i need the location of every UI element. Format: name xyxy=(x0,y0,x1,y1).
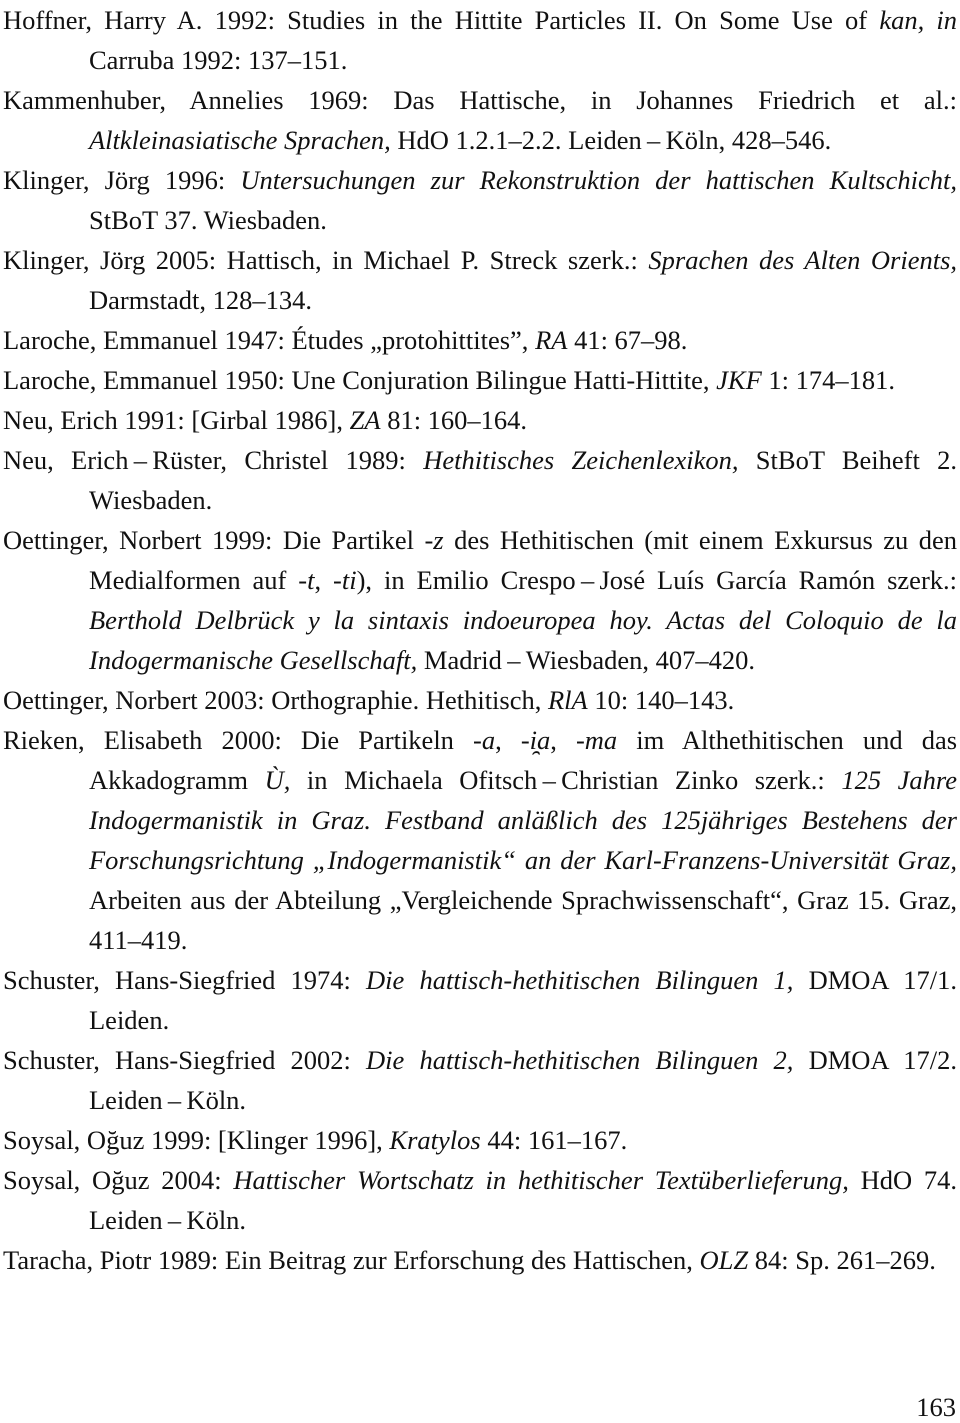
entry-text: Schuster, Hans-Siegfried 2002: xyxy=(3,1045,367,1075)
entry-text: HdO 74. Leiden – Köln. xyxy=(89,1165,958,1235)
entry-text: 1: 174–181. xyxy=(761,365,896,395)
entry-title-italic: -ti xyxy=(333,565,357,595)
entry-title-italic: kan, in xyxy=(879,5,958,35)
entry-text: 81: 160–164. xyxy=(380,405,528,435)
entry-text: Schuster, Hans-Siegfried 1974: xyxy=(3,965,367,995)
entry-title-italic: Die hattisch-hethitischen Bilinguen 2, xyxy=(366,1045,794,1075)
entry-title-italic: 125 Jahre Indogermanistik in Graz. Festband anläßlich des 125jähriges Bestehens der Forschungsrichtung „Indogermanistik“ an der Karl-Franzens-Universität Graz, xyxy=(89,765,958,875)
bibliography-entry xyxy=(3,520,957,680)
entry-text: , xyxy=(495,725,521,755)
entry-text: Soysal, Oğuz 1999: [Klinger 1996], xyxy=(3,1125,390,1155)
entry-title-italic: Sprachen des Alten Orients, xyxy=(648,245,958,275)
bibliography-entry xyxy=(3,960,957,1040)
bibliography-entry xyxy=(3,1120,957,1160)
entry-title-italic: -t xyxy=(298,565,315,595)
entry-text: Klinger, Jörg 2005: Hattisch, in Michael P. Streck szerk.: xyxy=(3,245,649,275)
entry-title-italic: -z xyxy=(424,525,444,555)
entry-title-italic: Die hattisch-hethitischen Bilinguen 1, xyxy=(366,965,794,995)
entry-title-italic: Hattischer Wortschatz in hethitischer Textüberlieferung, xyxy=(233,1165,849,1195)
entry-text: Neu, Erich – Rüster, Christel 1989: xyxy=(3,445,424,475)
entry-text: 41: 67–98. xyxy=(567,325,688,355)
bibliography-entry xyxy=(3,160,957,240)
entry-text: , xyxy=(550,725,576,755)
entry-text: des Hethitischen (mit einem Exkursus zu den Medialformen auf xyxy=(89,525,957,595)
entry-title-italic: RlA xyxy=(548,685,588,715)
bibliography-entry xyxy=(3,0,957,80)
bibliography-list xyxy=(3,0,957,1280)
entry-text: Arbeiten aus der Abteilung „Vergleichende Sprachwissenschaft“, Graz 15. Graz, 411–419. xyxy=(89,885,957,955)
entry-title-italic: Berthold Delbrück y la sintaxis indoeuropea hoy. Actas del Coloquio de la Indogermanische Gesellschaft, xyxy=(89,605,957,675)
entry-text: Oettinger, Norbert 2003: Orthographie. Hethitisch, xyxy=(3,685,548,715)
entry-text: Rieken, Elisabeth 2000: Die Partikeln xyxy=(3,725,474,755)
entry-text: Taracha, Piotr 1989: Ein Beitrag zur Erforschung des Hattischen, xyxy=(3,1245,700,1275)
entry-title-italic: Untersuchungen zur Rekonstruktion der hattischen Kultschicht, xyxy=(240,165,957,195)
entry-title-italic: Altkleinasiatische Sprachen, xyxy=(89,125,391,155)
entry-text: Laroche, Emmanuel 1947: Études „protohittites”, xyxy=(3,325,536,355)
bibliography-entry xyxy=(3,320,957,360)
bibliography-entry xyxy=(3,720,957,960)
bibliography-entry xyxy=(3,80,957,160)
entry-title-italic: Kratylos xyxy=(389,1125,481,1155)
entry-title-italic: OLZ xyxy=(699,1245,749,1275)
page-number: 163 xyxy=(916,1392,956,1422)
entry-title-italic: Hethitisches Zeichenlexikon, xyxy=(423,445,739,475)
bibliography-entry xyxy=(3,360,957,400)
entry-text: HdO 1.2.1–2.2. Leiden – Köln, 428–546. xyxy=(390,125,832,155)
entry-title-italic: -ma xyxy=(575,725,618,755)
entry-text: Neu, Erich 1991: [Girbal 1986], xyxy=(3,405,350,435)
entry-text: 84: Sp. 261–269. xyxy=(748,1245,936,1275)
entry-text: Madrid – Wiesbaden, 407–420. xyxy=(417,645,756,675)
entry-text: Hoffner, Harry A. 1992: Studies in the Hittite Particles II. On Some Use of xyxy=(3,5,880,35)
entry-text: StBoT Beiheft 2. Wiesbaden. xyxy=(89,445,957,515)
entry-text: Soysal, Oğuz 2004: xyxy=(3,1165,234,1195)
bibliography-entry xyxy=(3,440,957,520)
entry-text: Darmstadt, 128–134. xyxy=(89,285,313,315)
entry-text: StBoT 37. Wiesbaden. xyxy=(89,205,327,235)
entry-title-italic: ZA xyxy=(349,405,381,435)
entry-text: DMOA 17/1. Leiden. xyxy=(89,965,957,1035)
bibliography-entry xyxy=(3,1040,957,1120)
entry-title-italic: JKF xyxy=(716,365,762,395)
entry-text: DMOA 17/2. Leiden – Köln. xyxy=(89,1045,957,1115)
entry-text: Kammenhuber, Annelies 1969: Das Hattische, in Johannes Friedrich et al.: xyxy=(3,85,957,115)
entry-text: Laroche, Emmanuel 1950: Une Conjuration Bilingue Hatti-Hittite, xyxy=(3,365,717,395)
entry-title-italic: -a xyxy=(473,725,496,755)
entry-text: Carruba 1992: 137–151. xyxy=(89,45,348,75)
bibliography-entry xyxy=(3,1160,957,1240)
entry-title-italic: Ù, xyxy=(264,765,291,795)
bibliography-entry xyxy=(3,680,957,720)
entry-text: in Michaela Ofitsch – Christian Zinko szerk.: xyxy=(290,765,842,795)
bibliography-entry xyxy=(3,1240,957,1280)
entry-text: 44: 161–167. xyxy=(480,1125,628,1155)
entry-title-italic: -i̯a xyxy=(520,725,551,755)
entry-text: Oettinger, Norbert 1999: Die Partikel xyxy=(3,525,425,555)
entry-text: ), in Emilio Crespo – José Luís García Ramón szerk.: xyxy=(356,565,958,595)
entry-text: , xyxy=(314,565,334,595)
bibliography-entry xyxy=(3,240,957,320)
entry-text: im Althethitischen und das Akkadogramm xyxy=(89,725,958,795)
bibliography-entry xyxy=(3,400,957,440)
entry-title-italic: RA xyxy=(535,325,568,355)
entry-text: 10: 140–143. xyxy=(587,685,735,715)
entry-text: Klinger, Jörg 1996: xyxy=(3,165,241,195)
